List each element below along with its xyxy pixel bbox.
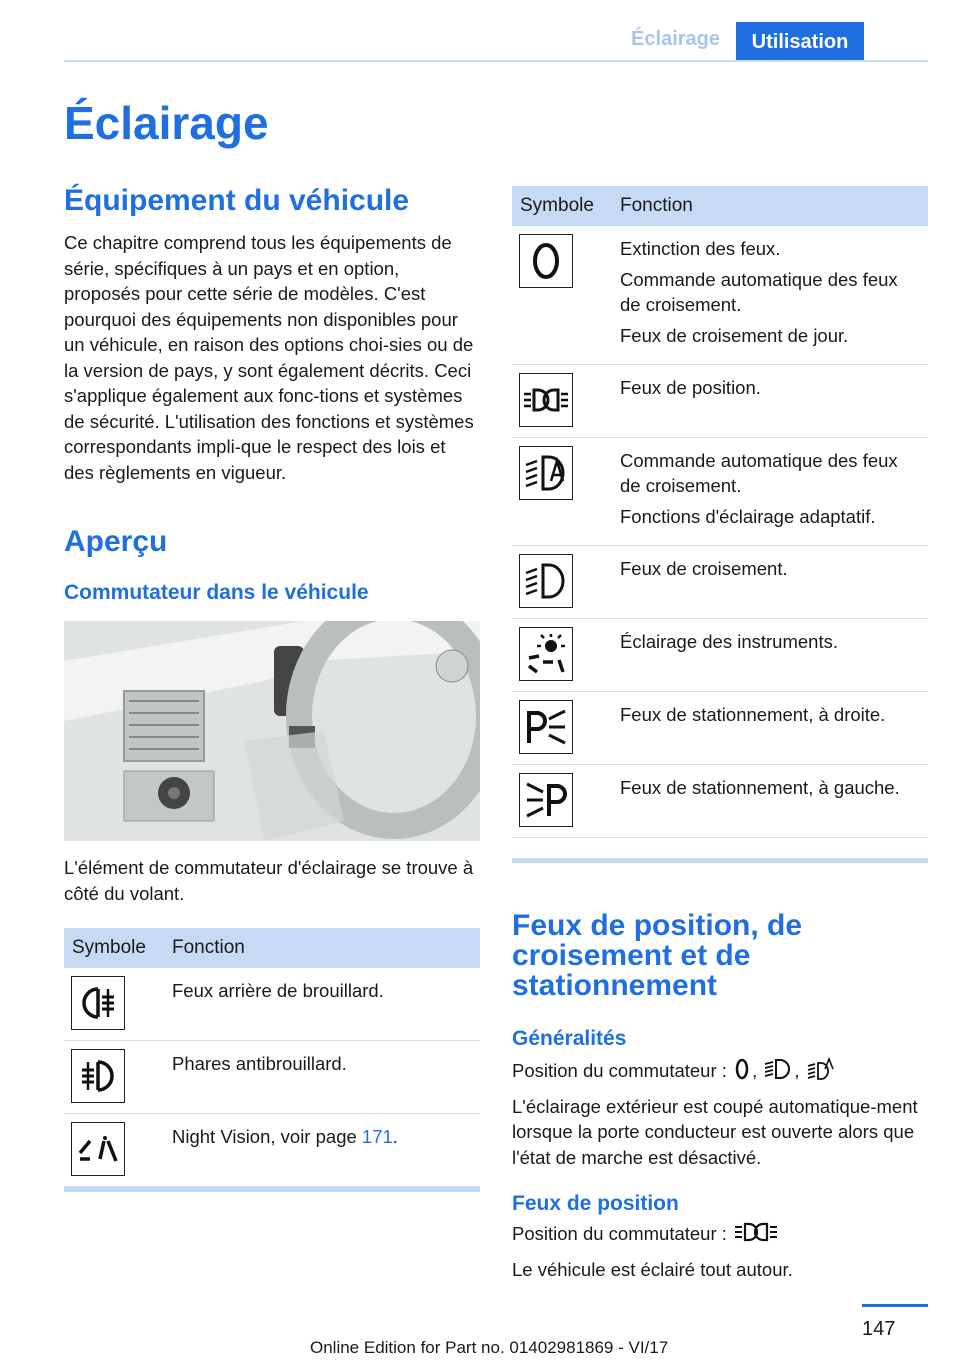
function-text: Feux de croisement.: [620, 558, 788, 579]
table-row: [64, 1114, 480, 1187]
page-reference-link[interactable]: 171: [361, 1126, 393, 1147]
lights-off-icon: [519, 234, 573, 288]
symbol-table-left: [64, 928, 480, 1187]
col-symbol-header: Symbole: [64, 928, 164, 968]
separator: ,: [752, 1060, 758, 1082]
table-header-row: [64, 928, 480, 968]
col-symbol-header: Symbole: [512, 186, 612, 226]
position-lights-text: Le véhicule est éclairé tout autour.: [512, 1258, 793, 1280]
table-header-row: [512, 186, 928, 226]
parking-left-icon: [519, 773, 573, 827]
function-text: Commande automatique des feux de croisement.: [620, 450, 898, 496]
instrument-lighting-icon: [519, 627, 573, 681]
page-number: 147: [862, 1318, 896, 1340]
header-chapter-tab: Utilisation: [736, 22, 864, 62]
overview-caption: L'élément de commutateur d'éclairage se trouve à côté du volant.: [64, 857, 474, 904]
symbol-table-right: [512, 186, 928, 838]
function-text: Extinction des feux.: [620, 238, 781, 259]
overview-heading: Aperçu: [64, 525, 168, 558]
front-fog-light-icon: [71, 1049, 125, 1103]
function-text: Éclairage des instruments.: [620, 631, 838, 652]
parking-lights-icon: [734, 1220, 778, 1251]
header-rule: [64, 60, 928, 62]
function-text-suffix: .: [392, 1126, 398, 1147]
table-row: [512, 765, 928, 838]
general-heading: Généralités: [512, 1027, 627, 1050]
table-row: [64, 1041, 480, 1114]
right-column: [512, 186, 928, 1282]
table-end-rule: [512, 858, 928, 863]
overview-subheading: Commutateur dans le véhicule: [64, 581, 369, 604]
position-switch: [512, 1220, 928, 1251]
auto-low-beam-icon: [807, 1057, 835, 1088]
left-column: [64, 184, 480, 1192]
equipment-heading: Équipement du véhicule: [64, 184, 410, 217]
footer-rule: [862, 1304, 928, 1307]
table-row: [512, 365, 928, 438]
low-beam-icon: [519, 554, 573, 608]
function-text: Feux de position.: [620, 377, 761, 398]
separator: ,: [794, 1060, 800, 1082]
general-switch-positions: [512, 1057, 928, 1088]
function-text: Feux arrière de brouillard.: [172, 980, 384, 1001]
auto-low-beam-icon: [519, 446, 573, 500]
table-row: [512, 438, 928, 546]
rear-fog-light-icon: [71, 976, 125, 1030]
position-section-heading: Feux de position, de croisement et de stationnement: [512, 909, 803, 1002]
table-row: [512, 692, 928, 765]
table-row: [512, 546, 928, 619]
col-function-header: Fonction: [164, 928, 480, 968]
switch-position-label: Position du commutateur :: [512, 1060, 727, 1082]
function-text: Feux de stationnement, à gauche.: [620, 777, 900, 798]
equipment-text: Ce chapitre comprend tous les équipements de série, spécifiques à un pays et en option, proposés pour cette série de modèles. C'est pourquoi des équipements non disponibles pour un véhicule, en raison des options choi-sies ou de la version de pays, y sont également décrits. Ceci s'applique également aux fonc-tions et systèmes de sécurité. L'utilisation des fonctions et systèmes correspondants impli-que le respect des lois et des règlements en vigueur.: [64, 232, 474, 483]
edition-footer: Online Edition for Part no. 01402981869 - VI/17: [310, 1338, 669, 1357]
table-row: [512, 619, 928, 692]
function-text: Feux de croisement de jour.: [620, 325, 849, 346]
function-text: Phares antibrouillard.: [172, 1053, 347, 1074]
function-text: Commande automatique des feux de croisement.: [620, 269, 898, 315]
table-row: [512, 226, 928, 365]
parking-lights-icon: [519, 373, 573, 427]
header-section: Éclairage: [631, 28, 720, 50]
low-beam-icon: [764, 1057, 792, 1088]
general-text: L'éclairage extérieur est coupé automatique-ment lorsque la porte conducteur est ouverte alors que l'état de marche est désactivé.: [512, 1095, 918, 1168]
lights-off-icon: [734, 1057, 750, 1088]
switch-photo: [64, 621, 480, 841]
position-lights-heading: Feux de position: [512, 1192, 679, 1215]
function-text: Feux de stationnement, à droite.: [620, 704, 886, 725]
page-header: [0, 0, 960, 62]
table-end-rule: [64, 1187, 480, 1192]
dashboard-illustration: [64, 621, 480, 841]
page-title: Éclairage: [64, 97, 269, 149]
function-text: Night Vision, voir page: [172, 1126, 362, 1147]
table-row: [64, 968, 480, 1041]
parking-right-icon: [519, 700, 573, 754]
night-vision-icon: [71, 1122, 125, 1176]
function-text: Fonctions d'éclairage adaptatif.: [620, 506, 876, 527]
col-function-header: Fonction: [612, 186, 928, 226]
switch-position-label: Position du commutateur :: [512, 1223, 727, 1245]
